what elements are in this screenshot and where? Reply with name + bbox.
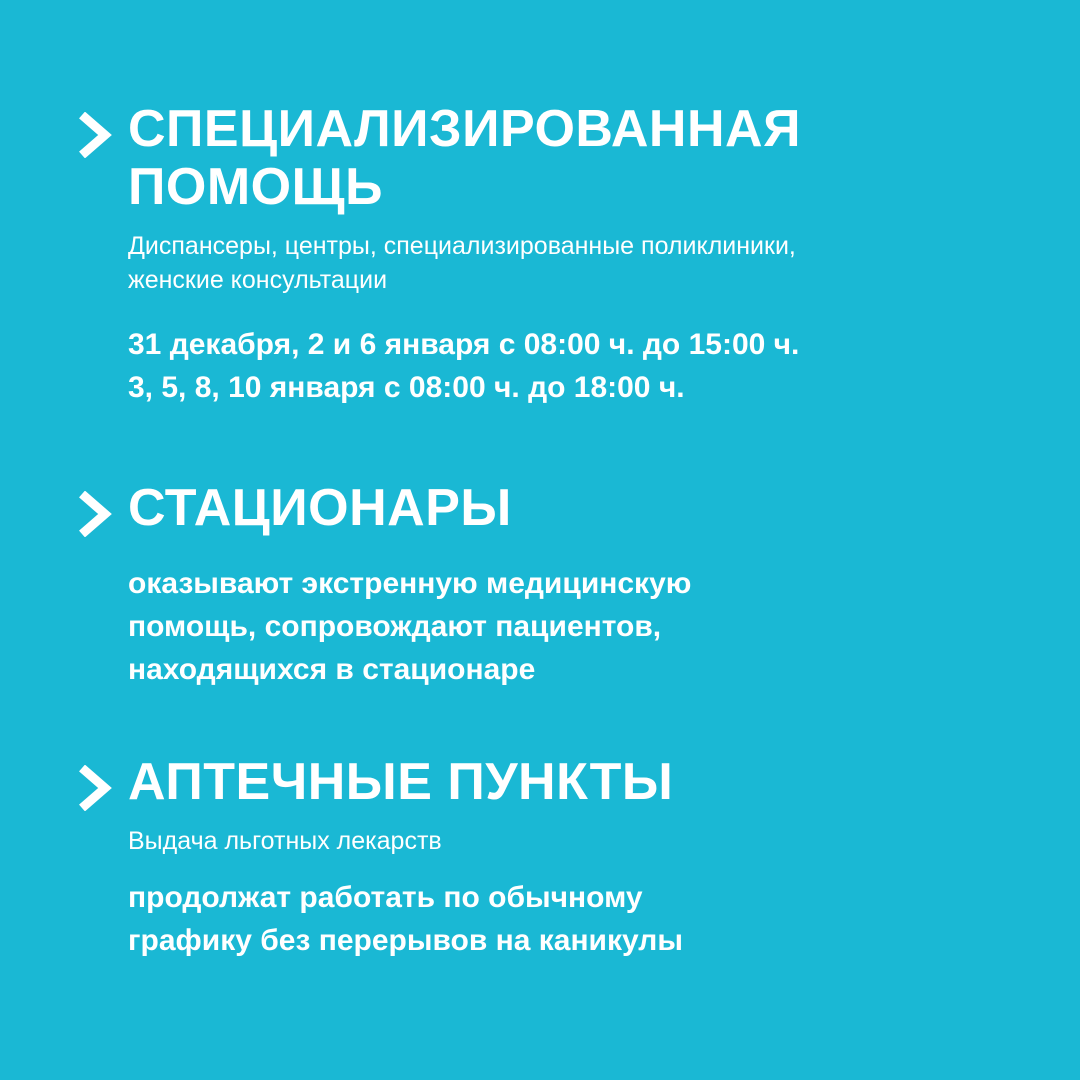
section-heading: СПЕЦИАЛИЗИРОВАННАЯ ПОМОЩЬ bbox=[128, 100, 801, 217]
heading-row bbox=[78, 479, 1010, 537]
chevron-right-icon bbox=[78, 491, 120, 537]
section-hospitals bbox=[78, 479, 1010, 691]
section-body-line-2 bbox=[128, 563, 958, 691]
heading-row bbox=[78, 753, 1010, 811]
section-heading: СТАЦИОНАРЫ bbox=[128, 479, 512, 538]
line-text: графику без перерывов на каникулы bbox=[128, 923, 683, 957]
section-specialized-care bbox=[78, 100, 1010, 409]
line-text: 31 декабря, 2 и 6 января с 08:00 ч. до 15:00 ч. bbox=[128, 327, 800, 361]
line-text: оказывают экстренную медицинскую bbox=[128, 567, 692, 601]
section-heading: АПТЕЧНЫЕ ПУНКТЫ bbox=[128, 753, 674, 812]
chevron-right-icon bbox=[78, 112, 120, 158]
line-text: находящихся в стационаре bbox=[128, 652, 536, 686]
section-body-line-1 bbox=[128, 324, 958, 409]
line-text: 3, 5, 8, 10 января с 08:00 ч. до 18:00 ч. bbox=[128, 370, 685, 404]
heading-row bbox=[78, 100, 1010, 216]
section-pharmacy-points bbox=[78, 753, 1010, 962]
line-text: продолжат работать по обычному bbox=[128, 881, 643, 915]
section-body-line-3 bbox=[128, 877, 958, 962]
line-text: помощь, сопровождают пациентов, bbox=[128, 609, 662, 643]
spacer bbox=[78, 691, 1010, 753]
section-subtitle: Выдача льготных лекарств bbox=[128, 827, 442, 856]
spacer bbox=[78, 409, 1010, 479]
section-subtitle: Диспансеры, центры, специализированные поликлиники, женские консультации bbox=[128, 232, 796, 295]
chevron-right-icon bbox=[78, 765, 120, 811]
